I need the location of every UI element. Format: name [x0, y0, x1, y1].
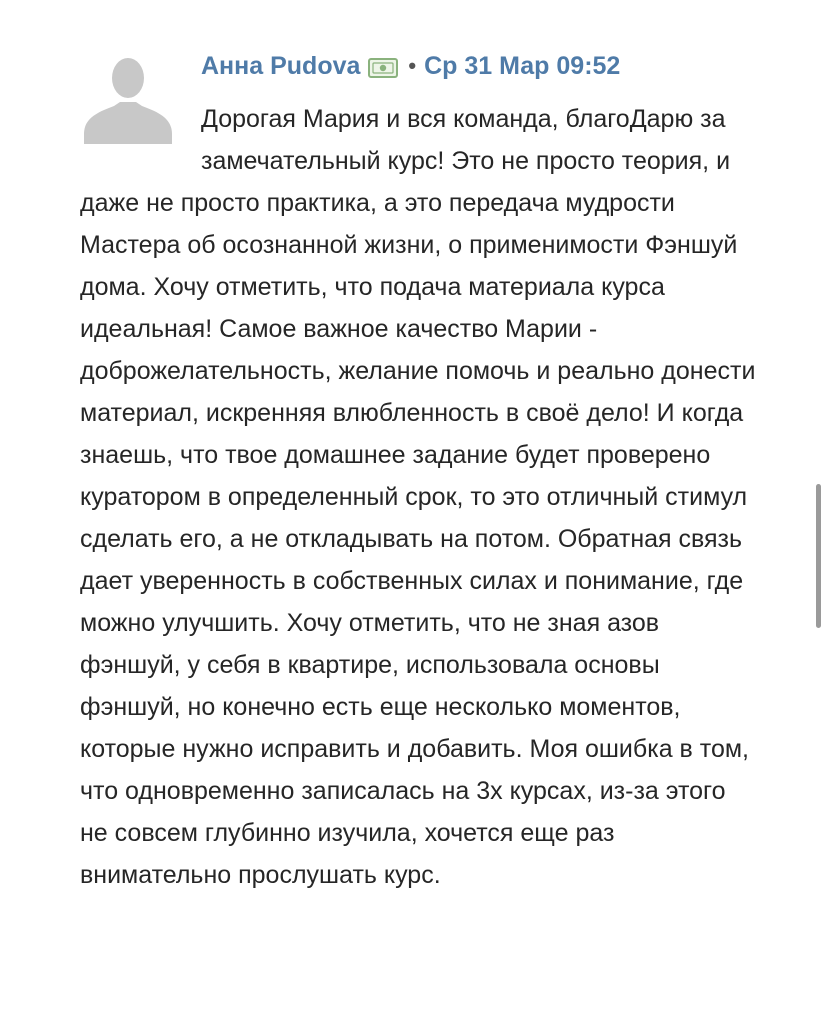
comment-header — [201, 46, 620, 86]
comment-text: Дорогая Мария и вся команда, благоДарю за замечательный курс! Это не просто теория, и даже не просто практика, а это передача мудрости Мастера об осознанной жизни, о применимости Фэншуй дома. Хочу отметить, что подача материала курса идеальная! Самое важное качество Марии - доброжелательность, желание помочь и реально донести материал, искренняя влюбленность в своё дело! И когда знаешь, что твое домашнее задание будет проверено куратором в определенный срок, то это отличный стимул сделать его, а не откладывать на потом. Обратная связь дает уверенность в собственных силах и понимание, где можно улучшить. Хочу отметить, что не зная азов фэншуй, у себя в квартире, использовала основы фэншуй, но конечно есть еще несколько моментов, которые нужно исправить и добавить. Моя ошибка в том, что одновременно записалась на 3х курсах, из-за этого не совсем глубинно изучила, хочется еще раз внимательно прослушать курс. — [80, 105, 756, 889]
dollar-banknote-icon — [368, 56, 398, 76]
comment-date[interactable]: Ср 31 Мар 09:52 — [424, 51, 621, 80]
scrollbar-thumb[interactable] — [816, 484, 821, 628]
author-name[interactable]: Анна Pudova — [201, 51, 361, 80]
header-separator: • — [408, 53, 417, 78]
avatar-text-indent — [80, 98, 201, 182]
comment-body — [80, 98, 760, 896]
